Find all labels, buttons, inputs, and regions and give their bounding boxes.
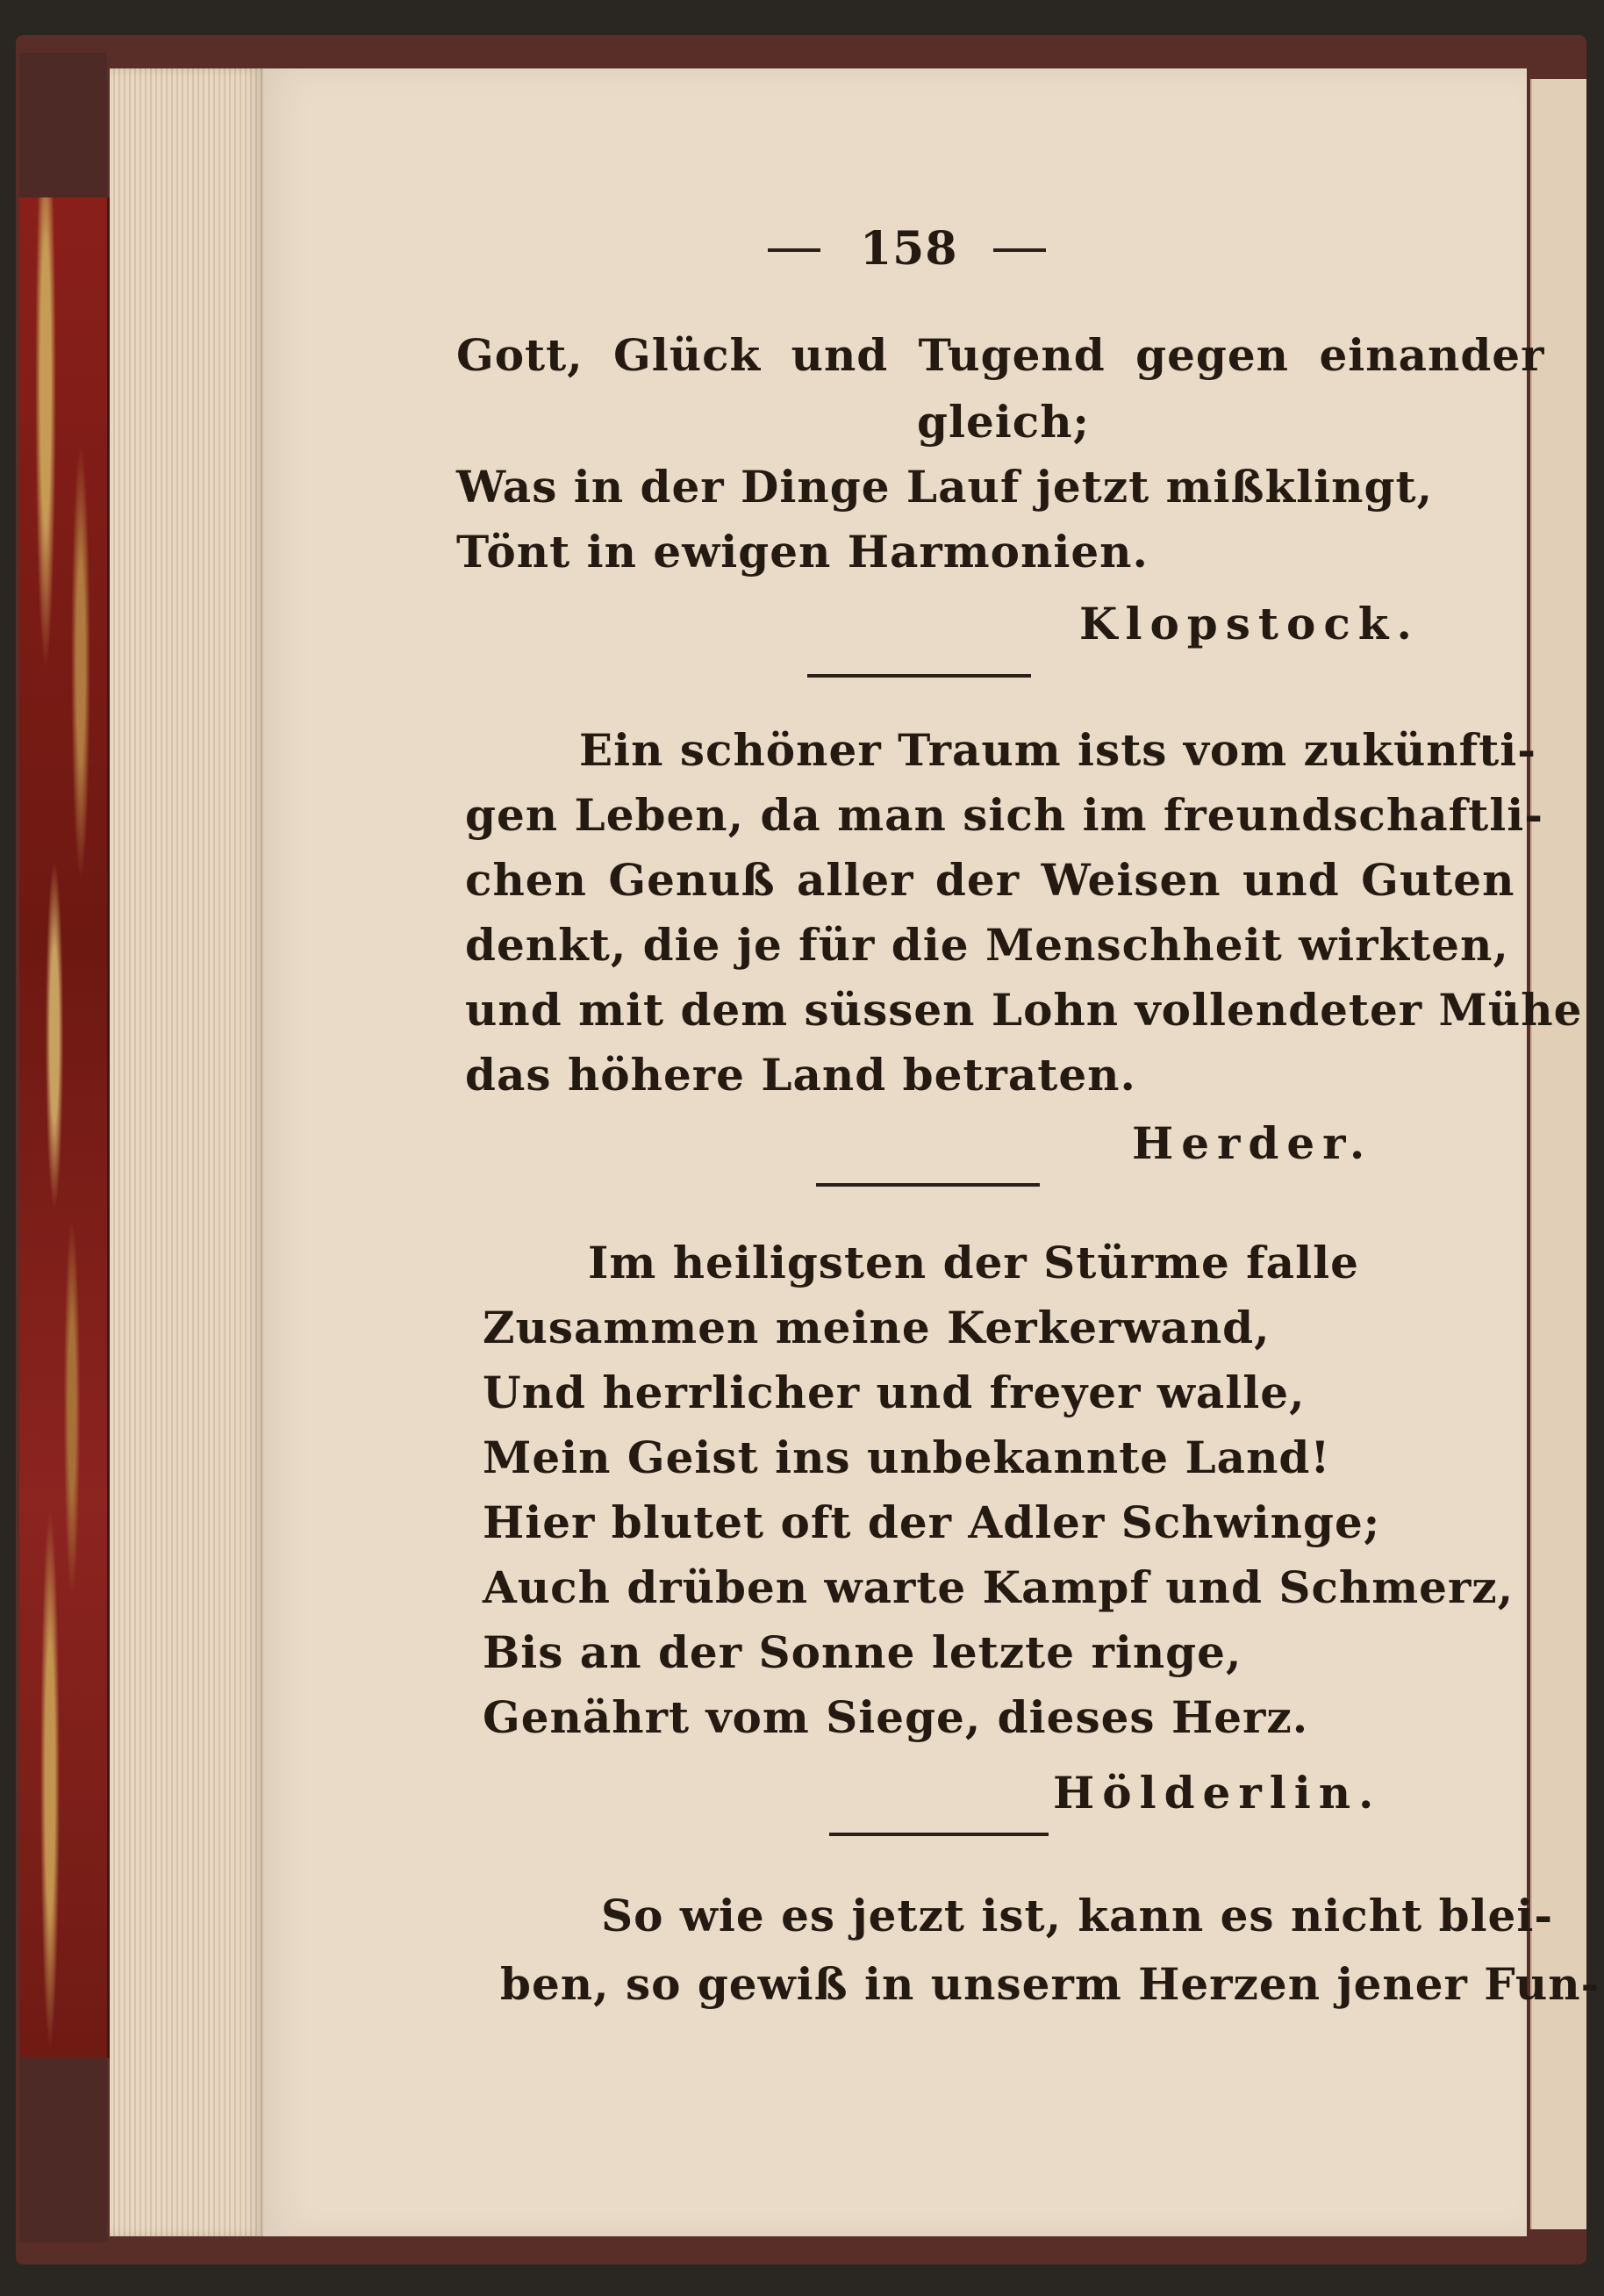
text-line: Zusammen meine Kerkerwand, bbox=[483, 1302, 1271, 1353]
text-line: Bis an der Sonne letzte ringe, bbox=[483, 1626, 1242, 1678]
book-page bbox=[263, 68, 1600, 2236]
text-line: gleich; bbox=[917, 396, 1091, 448]
author-name: Hölderlin. bbox=[1053, 1767, 1382, 1819]
header-dash-right bbox=[993, 248, 1046, 252]
author-name: Klopstock. bbox=[1079, 598, 1420, 649]
text-line: das höhere Land betraten. bbox=[465, 1049, 1136, 1101]
cover-leather-top bbox=[19, 53, 107, 197]
text-line: Im heiligsten der Stürme falle bbox=[588, 1237, 1359, 1288]
text-line: Was in der Dinge Lauf jetzt mißklingt, bbox=[456, 461, 1433, 513]
text-line: Mein Geist ins unbekannte Land! bbox=[483, 1431, 1331, 1483]
text-line: denkt, die je für die Menschheit wirkten, bbox=[465, 919, 1509, 971]
cover-leather-bottom bbox=[19, 2058, 107, 2242]
text-line: und mit dem süssen Lohn vollendeter Mühe bbox=[465, 984, 1583, 1036]
text-line: Ein schöner Traum ists vom zukünfti- bbox=[579, 724, 1537, 776]
text-line: Auch drüben warte Kampf und Schmerz, bbox=[483, 1561, 1514, 1613]
text-line: Und herrlicher und freyer walle, bbox=[483, 1367, 1306, 1418]
section-divider bbox=[816, 1183, 1040, 1187]
text-line: So wie es jetzt ist, kann es nicht blei- bbox=[601, 1890, 1554, 1941]
text-line: Genährt vom Siege, dieses Herz. bbox=[483, 1691, 1309, 1743]
text-line: ben, so gewiß in unserm Herzen jener Fun- bbox=[500, 1958, 1600, 2010]
marbled-cover-edge bbox=[19, 197, 110, 2058]
header-dash-left bbox=[768, 248, 820, 252]
text-line: Gott, Glück und Tugend gegen einander bbox=[456, 329, 1545, 381]
page-edges bbox=[110, 68, 263, 2236]
text-line: Hier blutet oft der Adler Schwinge; bbox=[483, 1496, 1381, 1548]
text-line: Tönt in ewigen Harmonien. bbox=[456, 526, 1149, 578]
page-number: 158 bbox=[860, 222, 958, 276]
section-divider bbox=[829, 1833, 1049, 1836]
section-divider bbox=[807, 674, 1031, 678]
text-line: chen Genuß aller der Weisen und Guten bbox=[465, 854, 1515, 906]
text-line: gen Leben, da man sich im freundschaftli- bbox=[465, 789, 1543, 841]
author-name: Herder. bbox=[1132, 1117, 1373, 1169]
